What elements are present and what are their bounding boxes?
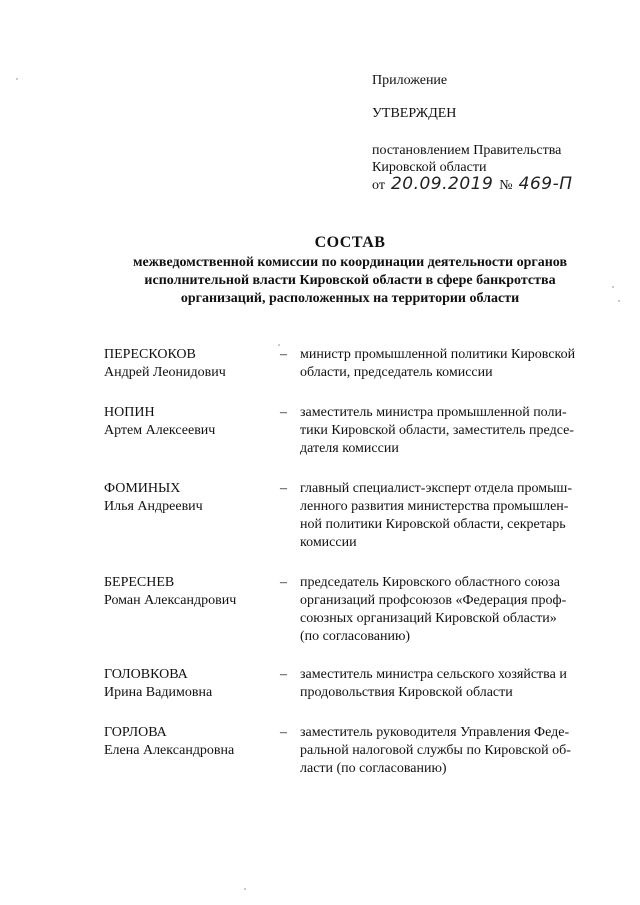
member-name [104, 404, 274, 440]
scan-speck [16, 78, 18, 80]
subtitle-line-1: межведомственной комиссии по координации деятельности органов [132, 255, 567, 270]
member-role [300, 666, 592, 702]
member-surname: ПЕРЕСКОКОВ [104, 347, 196, 362]
member-given-name: Елена Александровна [104, 743, 235, 758]
member-surname: НОПИН [104, 405, 155, 420]
member-given-name: Андрей Леонидович [104, 365, 226, 380]
role-line: ной политики Кировской области, секретарь [300, 517, 566, 532]
role-line: главный специалист-эксперт отдела промыш- [300, 481, 572, 496]
resolution-line: постановлением Правительства [372, 143, 562, 158]
role-line: председатель Кировского областного союза [300, 575, 560, 590]
role-line: комиссии [300, 535, 357, 550]
role-line: (по согласованию) [300, 629, 411, 644]
member-given-name: Ирина Вадимовна [104, 685, 213, 700]
document-heading [90, 232, 610, 308]
approval-block [372, 72, 622, 194]
dash: – [280, 725, 287, 740]
member-given-name: Артем Алексеевич [104, 423, 216, 438]
document-title: СОСТАВ [314, 234, 386, 251]
role-line: заместитель министра промышленной поли- [300, 405, 567, 420]
dash: – [280, 575, 287, 590]
date-prefix: от [372, 178, 385, 193]
dash: – [280, 481, 287, 496]
member-role [300, 404, 592, 458]
subtitle-line-3: организаций, расположенных на территории области [180, 291, 520, 306]
number-sign: № [499, 178, 513, 193]
member-surname: ГОЛОВКОВА [104, 667, 188, 682]
scan-speck [618, 300, 620, 302]
handwritten-number: 469-П [518, 174, 573, 194]
appendix-label: Приложение [372, 73, 448, 88]
member-surname: БЕРЕСНЕВ [104, 575, 175, 590]
member-name [104, 724, 274, 760]
member-surname: ФОМИНЫХ [104, 481, 181, 496]
member-given-name: Роман Александрович [104, 593, 237, 608]
role-line: дателя комиссии [300, 441, 399, 456]
member-role [300, 346, 592, 382]
handwritten-date: 20.09.2019 [390, 174, 494, 194]
member-role [300, 480, 592, 552]
dash: – [280, 667, 287, 682]
member-given-name: Илья Андреевич [104, 499, 203, 514]
role-line: продовольствия Кировской области [300, 685, 513, 700]
dash: – [280, 405, 287, 420]
dash: – [280, 347, 287, 362]
role-line: заместитель руководителя Управления Феде- [300, 725, 570, 740]
member-name [104, 666, 274, 702]
date-number-row [372, 176, 622, 194]
role-line: ленного развития министерства промышлен- [300, 499, 569, 514]
role-line: ральной налоговой службы по Кировской об- [300, 743, 571, 758]
member-name [104, 574, 274, 610]
member-surname: ГОРЛОВА [104, 725, 167, 740]
member-role [300, 724, 592, 778]
role-line: министр промышленной политики Кировской [300, 347, 576, 362]
member-name [104, 346, 274, 382]
region-line: Кировской области [372, 160, 487, 175]
role-line: заместитель министра сельского хозяйства и [300, 667, 567, 682]
scan-speck [244, 888, 246, 890]
scan-speck [612, 286, 614, 288]
scan-speck [278, 344, 280, 346]
role-line: организаций профсоюзов «Федерация проф- [300, 593, 567, 608]
role-line: области, председатель комиссии [300, 365, 493, 380]
subtitle-line-2: исполнительной власти Кировской области в сфере банкротства [144, 273, 556, 288]
role-line: ласти (по согласованию) [300, 761, 447, 776]
member-name [104, 480, 274, 516]
role-line: союзных организаций Кировской области» [300, 611, 557, 626]
member-role [300, 574, 592, 646]
role-line: тики Кировской области, заместитель предсе- [300, 423, 574, 438]
approved-label: УТВЕРЖДЕН [372, 106, 457, 121]
